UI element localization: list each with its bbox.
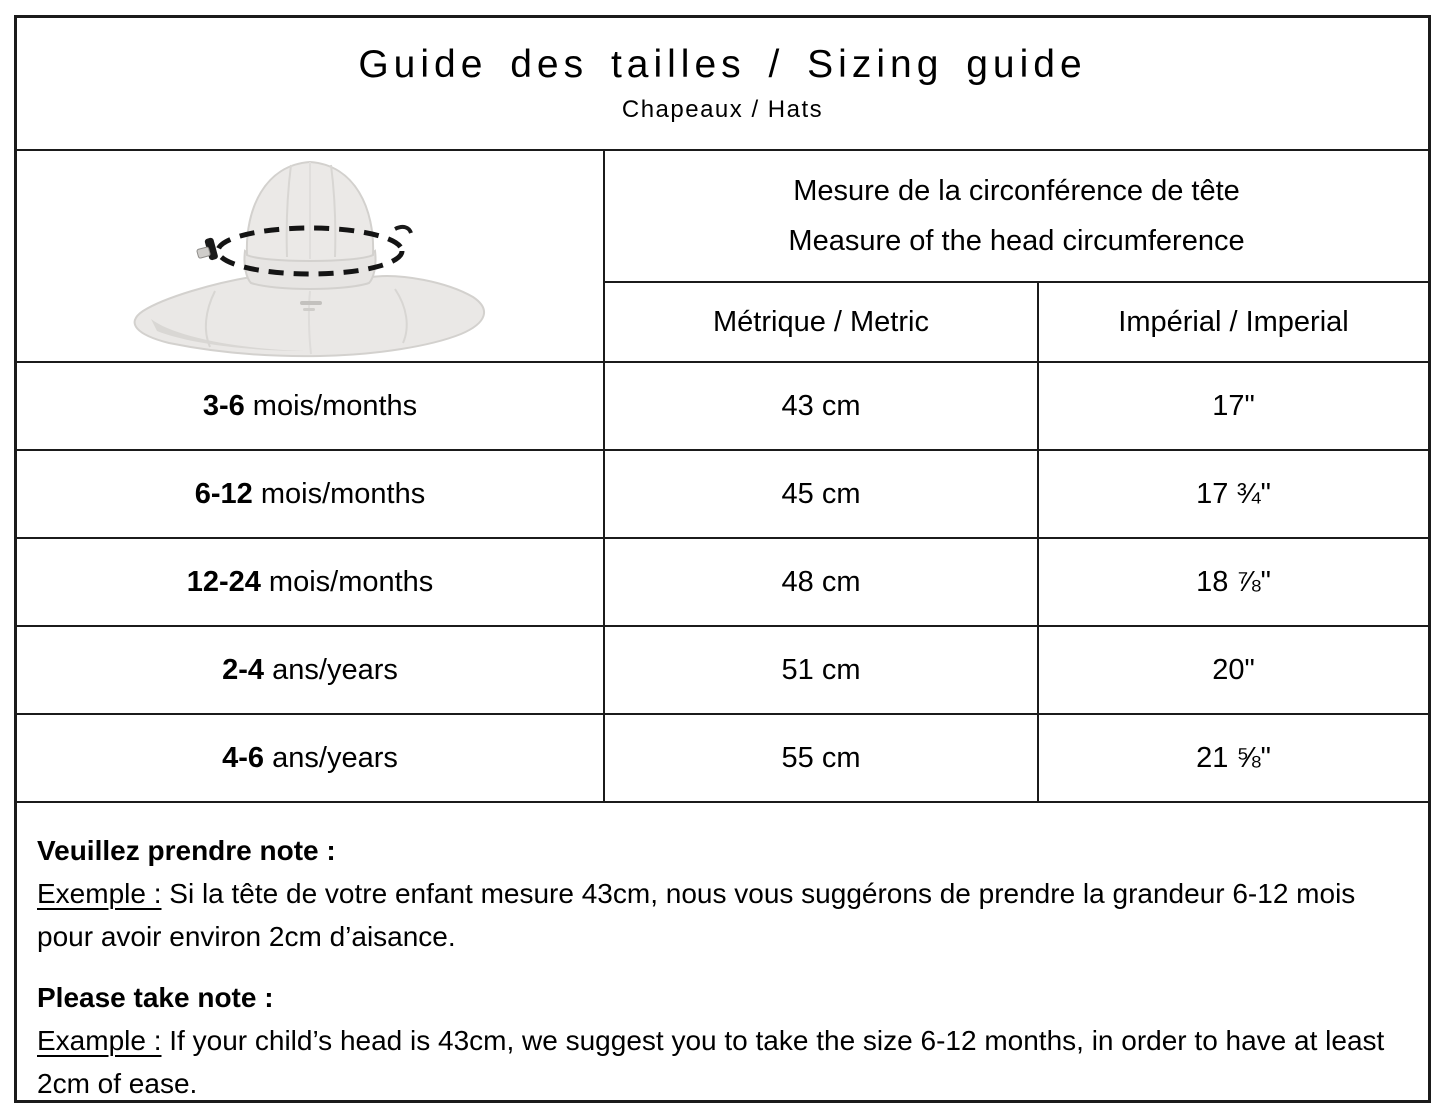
metric-cell: 48 cm	[604, 538, 1038, 626]
age-unit: mois/months	[260, 477, 426, 510]
note-heading-fr: Veuillez prendre note :	[37, 835, 336, 866]
metric-cell: 43 cm	[604, 362, 1038, 450]
note-example-fr	[37, 872, 1406, 958]
metric-cell: 51 cm	[604, 626, 1038, 714]
cord-end	[395, 227, 411, 233]
note-label-en: Example :	[37, 1025, 162, 1056]
table-row	[17, 626, 1428, 714]
notes-section	[17, 803, 1428, 1105]
age-range: 4-6	[222, 741, 265, 774]
circumference-header-cell	[604, 151, 1428, 282]
note-text-fr: Si la tête de votre enfant mesure 43cm, nous vous suggérons de prendre la grandeur 6-12 mois pour avoir environ 2cm d’aisance.	[37, 878, 1356, 952]
table-row	[17, 538, 1428, 626]
age-unit: ans/years	[272, 653, 398, 686]
metric-cell: 55 cm	[604, 714, 1038, 802]
imperial-cell: 17"	[1038, 362, 1428, 450]
table-header-row	[17, 151, 1428, 282]
hat-logo	[300, 301, 322, 305]
age-range-cell	[17, 362, 604, 450]
circumference-header-fr: Mesure de la circonférence de tête	[793, 175, 1240, 207]
imperial-column-header: Impérial / Imperial	[1038, 282, 1428, 362]
sizing-table	[17, 151, 1428, 803]
table-row	[17, 450, 1428, 538]
age-unit: mois/months	[268, 565, 434, 598]
cord-toggle	[195, 237, 219, 263]
age-range-cell	[17, 714, 604, 802]
age-range-cell	[17, 538, 604, 626]
age-range: 12-24	[186, 565, 261, 598]
imperial-cell: 17 ¾"	[1038, 450, 1428, 538]
age-unit: ans/years	[272, 741, 398, 774]
imperial-cell: 20"	[1038, 626, 1428, 714]
hat-photo-icon	[95, 153, 525, 359]
age-range: 2-4	[222, 653, 265, 686]
imperial-cell: 21 ⅝"	[1038, 714, 1428, 802]
note-heading-en: Please take note :	[37, 982, 274, 1013]
hat-logo	[303, 308, 315, 311]
metric-cell: 45 cm	[604, 450, 1038, 538]
age-range-cell	[17, 626, 604, 714]
age-range: 3-6	[202, 389, 245, 422]
age-range: 6-12	[194, 477, 253, 510]
title-box	[17, 18, 1428, 151]
age-range-cell	[17, 450, 604, 538]
metric-column-header: Métrique / Metric	[604, 282, 1038, 362]
note-text-en: If your child’s head is 43cm, we suggest you to take the size 6-12 months, in order to have at least 2cm of ease.	[37, 1025, 1385, 1099]
page-title: Guide des tailles / Sizing guide	[358, 43, 1087, 86]
circumference-header-en: Measure of the head circumference	[788, 225, 1245, 257]
hat-image-cell	[17, 151, 604, 362]
note-label-fr: Exemple :	[37, 878, 162, 909]
page-subtitle: Chapeaux / Hats	[621, 96, 824, 123]
sheet-frame	[14, 15, 1431, 1103]
table-row	[17, 714, 1428, 802]
age-unit: mois/months	[252, 389, 418, 422]
note-example-en	[37, 1019, 1406, 1105]
table-row	[17, 362, 1428, 450]
imperial-cell: 18 ⅞"	[1038, 538, 1428, 626]
